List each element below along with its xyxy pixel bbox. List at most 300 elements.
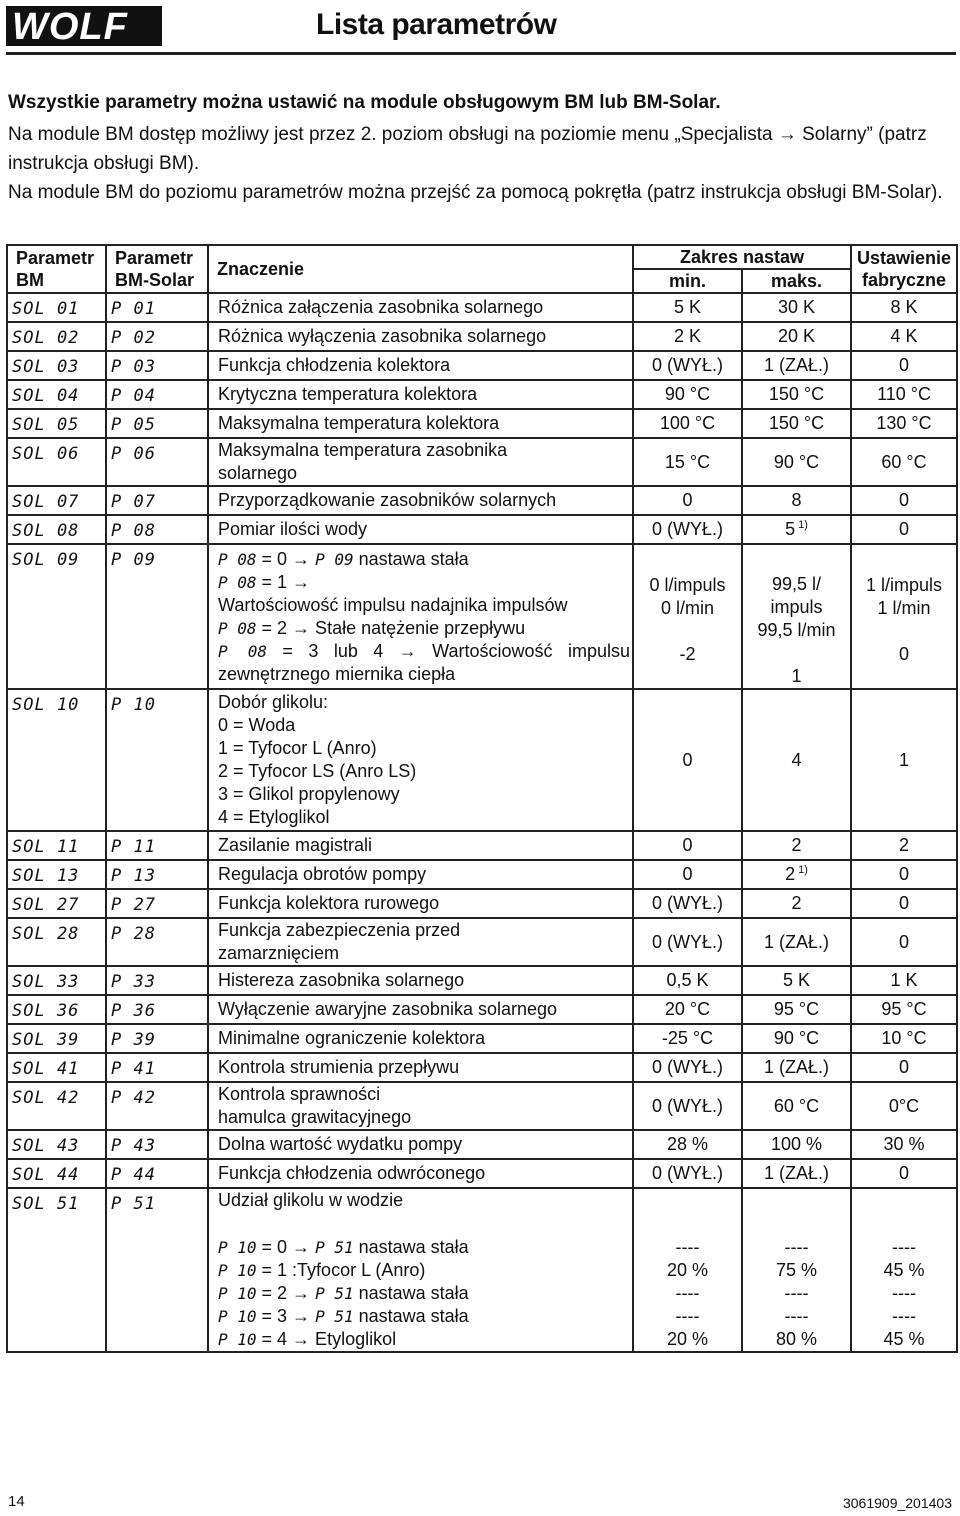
param-bmsolar-cell [106, 889, 208, 918]
max-value: 1 (ZAŁ.) [764, 931, 830, 952]
header-divider [6, 52, 956, 55]
min-cell [633, 689, 742, 831]
min-value: ---- [675, 1306, 700, 1326]
param-code: P 08 [218, 572, 257, 592]
factory-cell [851, 966, 957, 995]
param-bmsolar-code: P 39 [111, 1030, 156, 1050]
table-row [7, 486, 957, 515]
param-bm-code: SOL 42 [12, 1088, 80, 1108]
max-cell [742, 544, 851, 689]
meaning-line [218, 714, 630, 737]
meaning-cell [208, 1130, 633, 1159]
param-code: P 10 [218, 1261, 257, 1280]
param-bmsolar-cell [106, 1024, 208, 1053]
min-cell [633, 966, 742, 995]
max-cell [742, 1159, 851, 1188]
table-row [7, 1130, 957, 1159]
param-bmsolar-code: P 33 [111, 972, 156, 992]
table-row [7, 1159, 957, 1188]
header-line [115, 269, 205, 291]
param-bm-cell [7, 918, 106, 966]
param-bm-cell [7, 966, 106, 995]
header-factory [851, 245, 957, 293]
min-cell [633, 438, 742, 486]
param-bm-cell [7, 515, 106, 544]
meaning-text: Funkcja kolektora rurowego [218, 893, 440, 913]
param-bm-code: SOL 08 [12, 521, 80, 541]
param-code: P 08 [218, 641, 267, 661]
param-bmsolar-cell [106, 544, 208, 689]
meaning-line [218, 1106, 630, 1129]
meaning-line [218, 942, 630, 965]
meaning-text: Histereza zasobnika solarnego [218, 970, 465, 990]
factory-value: 4 K [890, 326, 918, 346]
table-row [7, 1188, 957, 1352]
max-value: 20 K [777, 326, 816, 346]
max-value: 60 °C [773, 1095, 820, 1116]
factory-value: 1 l/min [877, 597, 931, 618]
factory-value: ---- [892, 1237, 916, 1257]
max-line [745, 1328, 848, 1351]
param-bm-code: SOL 05 [12, 415, 80, 435]
param-bm-code: SOL 41 [12, 1059, 80, 1079]
max-line [745, 1259, 848, 1282]
min-cell [633, 918, 742, 966]
wolf-logo [6, 6, 162, 46]
max-line [745, 619, 848, 642]
param-code: P 08 [218, 618, 257, 638]
max-value: 90 °C [773, 451, 820, 472]
factory-line [854, 1259, 954, 1282]
meaning-text: 2 = Tyfocor LS (Anro LS) [218, 761, 417, 781]
meaning-text: nastawa stała [353, 1283, 469, 1303]
factory-cell [851, 486, 957, 515]
param-bm-code: SOL 10 [12, 695, 80, 715]
meaning-cell [208, 322, 633, 351]
max-value: 2 [791, 835, 802, 855]
meaning-cell [208, 1159, 633, 1188]
factory-line [854, 643, 954, 666]
header-line [115, 247, 205, 269]
min-line [636, 574, 739, 597]
min-cell [633, 889, 742, 918]
param-bm-code: SOL 13 [12, 866, 80, 886]
max-value: 100 % [770, 1134, 823, 1154]
param-bmsolar-code: P 04 [111, 386, 156, 406]
meaning-text: = 3 → [256, 1306, 316, 1326]
factory-cell [851, 293, 957, 322]
footnote-mark: 1) [795, 519, 808, 531]
min-value: -2 [679, 643, 696, 664]
min-value: 0 (WYŁ.) [651, 355, 723, 375]
factory-cell [851, 322, 957, 351]
param-bmsolar-cell [106, 1188, 208, 1352]
min-cell [633, 1024, 742, 1053]
min-cell [633, 1188, 742, 1352]
meaning-cell [208, 995, 633, 1024]
header-text: Ustawienie [856, 248, 952, 268]
max-value: 99,5 l/ [771, 574, 822, 594]
param-bmsolar-code: P 27 [111, 895, 156, 915]
max-value: 1 (ZAŁ.) [764, 355, 830, 375]
table-row [7, 1053, 957, 1082]
factory-value: 0 [899, 931, 910, 952]
param-bm-code: SOL 11 [12, 837, 80, 857]
max-value: 95 °C [773, 999, 820, 1019]
meaning-text: Krytyczna temperatura kolektora [218, 384, 478, 404]
max-value: 5 [785, 519, 796, 539]
param-bm-cell [7, 293, 106, 322]
min-value: 0 l/impuls [649, 574, 726, 595]
param-bmsolar-code: P 13 [111, 866, 156, 886]
param-bmsolar-cell [106, 918, 208, 966]
max-cell [742, 1082, 851, 1130]
max-cell [742, 831, 851, 860]
param-bmsolar-code: P 28 [111, 924, 156, 944]
factory-cell [851, 831, 957, 860]
factory-cell [851, 438, 957, 486]
factory-value: 1 [899, 749, 910, 770]
factory-value: 0 [899, 1057, 910, 1077]
meaning-line [218, 439, 630, 462]
max-cell [742, 689, 851, 831]
param-bmsolar-code: P 06 [111, 444, 156, 464]
page-title: Lista parametrów [316, 8, 557, 41]
param-bmsolar-code: P 07 [111, 492, 156, 512]
factory-cell [851, 409, 957, 438]
table-row [7, 966, 957, 995]
meaning-cell [208, 351, 633, 380]
meaning-line [218, 1236, 630, 1259]
table-header [7, 245, 957, 293]
param-bmsolar-cell [106, 486, 208, 515]
meaning-text: hamulca grawitacyjnego [218, 1107, 412, 1127]
factory-line [854, 1305, 954, 1328]
min-value: 0 l/min [660, 597, 714, 618]
min-value: 0 (WYŁ.) [651, 1163, 723, 1183]
min-line [636, 1282, 739, 1305]
min-cell [633, 860, 742, 889]
max-value: impuls [770, 597, 823, 617]
min-cell [633, 380, 742, 409]
max-cell [742, 1130, 851, 1159]
min-cell [633, 831, 742, 860]
max-value: 80 % [775, 1329, 818, 1349]
min-cell [633, 409, 742, 438]
meaning-text: = 1 :Tyfocor L (Anro) [256, 1260, 426, 1280]
factory-cell [851, 515, 957, 544]
meaning-cell [208, 966, 633, 995]
meaning-text: Wyłączenie awaryjne zasobnika solarnego [218, 999, 558, 1019]
factory-value: 1 l/impuls [866, 574, 943, 595]
svg-text:WOLF: WOLF [12, 6, 128, 46]
param-bm-cell [7, 889, 106, 918]
meaning-text: nastawa stała [353, 548, 469, 569]
meaning-line [218, 617, 630, 640]
factory-cell [851, 1188, 957, 1352]
param-bmsolar-cell [106, 1082, 208, 1130]
meaning-cell [208, 486, 633, 515]
param-bm-cell [7, 409, 106, 438]
header-text: Parametr [115, 248, 194, 268]
param-bm-cell [7, 351, 106, 380]
min-value: 2 K [673, 326, 702, 346]
param-bmsolar-code: P 09 [111, 550, 156, 570]
param-bmsolar-cell [106, 1053, 208, 1082]
factory-value: 0°C [888, 1095, 920, 1116]
param-code: P 51 [315, 1284, 354, 1303]
meaning-line [218, 1282, 630, 1305]
factory-line [854, 1236, 954, 1259]
meaning-cell [208, 831, 633, 860]
meaning-text: = 4 → Etyloglikol [256, 1329, 397, 1349]
factory-cell [851, 689, 957, 831]
max-value: 150 °C [768, 413, 825, 433]
intro-line-3: Na module BM do poziomu parametrów można przejść za pomocą pokrętła (patrz instrukcja obsługi BM-Solar). [8, 182, 943, 203]
meaning-text: Minimalne ograniczenie kolektora [218, 1028, 486, 1048]
intro-line-1: Wszystkie parametry można ustawić na module obsługowym BM lub BM-Solar. [8, 92, 721, 113]
meaning-cell [208, 293, 633, 322]
min-value: 0 [682, 835, 693, 855]
meaning-cell [208, 544, 633, 689]
header-line [854, 269, 954, 291]
factory-cell [851, 544, 957, 689]
meaning-cell [208, 515, 633, 544]
param-bm-cell [7, 1130, 106, 1159]
factory-value: 0 [899, 893, 910, 913]
table-row [7, 831, 957, 860]
min-line [636, 1259, 739, 1282]
param-bmsolar-code: P 02 [111, 328, 156, 348]
param-bmsolar-code: P 36 [111, 1001, 156, 1021]
max-cell [742, 322, 851, 351]
meaning-text: 1 = Tyfocor L (Anro) [218, 738, 377, 758]
param-bm-code: SOL 03 [12, 357, 80, 377]
param-code: P 09 [315, 549, 354, 569]
param-bm-code: SOL 01 [12, 299, 80, 319]
header-text: BM-Solar [115, 270, 195, 290]
factory-cell [851, 1159, 957, 1188]
meaning-line [218, 640, 630, 663]
table-row [7, 351, 957, 380]
param-bmsolar-cell [106, 689, 208, 831]
table-row [7, 544, 957, 689]
header-text: fabryczne [861, 270, 947, 290]
min-value: 20 °C [664, 999, 711, 1019]
param-bmsolar-code: P 01 [111, 299, 156, 319]
param-bmsolar-cell [106, 380, 208, 409]
meaning-text: zewnętrznego miernika ciepła [218, 663, 456, 684]
factory-value: 2 [899, 835, 910, 855]
meaning-text: Kontrola strumienia przepływu [218, 1057, 460, 1077]
min-cell [633, 1082, 742, 1130]
factory-value: 10 °C [881, 1028, 927, 1048]
param-bm-cell [7, 689, 106, 831]
max-value: 90 °C [773, 1028, 820, 1048]
meaning-cell [208, 1082, 633, 1130]
max-cell [742, 409, 851, 438]
max-cell [742, 889, 851, 918]
page-number: 14 [8, 1493, 25, 1510]
param-bm-cell [7, 860, 106, 889]
param-bm-code: SOL 04 [12, 386, 80, 406]
max-line [745, 573, 848, 596]
max-line [745, 596, 848, 619]
max-cell [742, 1053, 851, 1082]
table-row [7, 322, 957, 351]
min-cell [633, 351, 742, 380]
meaning-text: 3 = Glikol propylenowy [218, 784, 400, 804]
param-bm-code: SOL 07 [12, 492, 80, 512]
meaning-line [218, 1259, 630, 1282]
meaning-cell [208, 860, 633, 889]
param-bmsolar-cell [106, 515, 208, 544]
meaning-text: Przyporządkowanie zasobników solarnych [218, 490, 557, 510]
factory-value: 1 K [890, 970, 918, 990]
min-value: 0 (WYŁ.) [651, 931, 723, 952]
min-line [636, 597, 739, 620]
factory-value: 95 °C [881, 999, 927, 1019]
param-bm-code: SOL 39 [12, 1030, 80, 1050]
max-line [745, 1282, 848, 1305]
param-bm-code: SOL 44 [12, 1165, 80, 1185]
param-code: P 10 [218, 1307, 257, 1326]
meaning-text: Różnica wyłączenia zasobnika solarnego [218, 326, 547, 346]
param-bmsolar-code: P 42 [111, 1088, 156, 1108]
min-line [636, 1236, 739, 1259]
max-value: 8 [791, 490, 802, 510]
spacer [218, 1212, 630, 1236]
meaning-line [218, 1189, 630, 1212]
meaning-text: Udział glikolu w wodzie [218, 1190, 404, 1210]
meaning-text: Funkcja chłodzenia odwróconego [218, 1163, 486, 1183]
meaning-text: Funkcja zabezpieczenia przed [218, 920, 461, 940]
max-cell [742, 1188, 851, 1352]
factory-cell [851, 1082, 957, 1130]
table-row [7, 1024, 957, 1053]
header-param-bm [7, 245, 106, 293]
factory-cell [851, 995, 957, 1024]
meaning-line [218, 737, 630, 760]
meaning-cell [208, 1188, 633, 1352]
meaning-text: nastawa stała [353, 1237, 469, 1257]
header-min: min. [633, 269, 742, 293]
factory-value: 8 K [890, 297, 918, 317]
param-bm-cell [7, 1159, 106, 1188]
header-param-bmsolar [106, 245, 208, 293]
param-bm-code: SOL 43 [12, 1136, 80, 1156]
min-value: 0 [682, 490, 693, 510]
factory-line [854, 1328, 954, 1351]
meaning-line [218, 594, 630, 617]
factory-value: 45 % [883, 1329, 925, 1349]
param-bmsolar-cell [106, 1159, 208, 1188]
max-value: 30 K [777, 297, 816, 317]
min-cell [633, 515, 742, 544]
min-cell [633, 995, 742, 1024]
meaning-line [218, 691, 630, 714]
max-value: ---- [784, 1237, 809, 1257]
meaning-text: = 2 → [256, 1283, 316, 1303]
max-cell [742, 380, 851, 409]
header-text: Parametr [16, 248, 95, 268]
param-bmsolar-cell [106, 966, 208, 995]
table-row [7, 1082, 957, 1130]
param-bmsolar-code: P 05 [111, 415, 156, 435]
param-code: P 51 [315, 1307, 354, 1326]
meaning-text: = 2 → Stałe natężenie przepływu [256, 617, 526, 638]
parameter-table [6, 244, 958, 1353]
max-cell [742, 438, 851, 486]
max-value: ---- [784, 1306, 809, 1326]
param-bm-code: SOL 28 [12, 924, 80, 944]
meaning-text: Maksymalna temperatura zasobnika [218, 440, 508, 460]
meaning-text: Wartościowość impulsu nadajnika impulsów [218, 594, 568, 615]
header-meaning: Znaczenie [208, 245, 633, 293]
header-text: BM [16, 270, 44, 290]
factory-value: ---- [892, 1306, 916, 1326]
header-line [16, 269, 103, 291]
factory-line [854, 1282, 954, 1305]
max-value: 1 (ZAŁ.) [764, 1057, 830, 1077]
header-range: Zakres nastaw [633, 245, 851, 269]
min-cell [633, 486, 742, 515]
max-cell [742, 860, 851, 889]
min-value: 0 (WYŁ.) [651, 1057, 723, 1077]
param-bmsolar-cell [106, 831, 208, 860]
param-bmsolar-cell [106, 409, 208, 438]
meaning-text: Maksymalna temperatura kolektora [218, 413, 500, 433]
meaning-line [218, 1305, 630, 1328]
factory-value: 60 °C [881, 451, 927, 472]
min-value: 28 % [666, 1134, 709, 1154]
meaning-text: 4 = Etyloglikol [218, 807, 330, 827]
min-value: 0 [682, 749, 693, 770]
max-line [745, 1236, 848, 1259]
max-value: 5 K [782, 970, 811, 990]
min-line [636, 1328, 739, 1351]
spacer [745, 1189, 848, 1236]
min-cell [633, 544, 742, 689]
max-line [745, 665, 848, 688]
min-cell [633, 1053, 742, 1082]
max-value: 75 % [775, 1260, 818, 1280]
meaning-cell [208, 689, 633, 831]
meaning-line [218, 1083, 630, 1106]
factory-value: 30 % [883, 1134, 925, 1154]
table-body [7, 293, 957, 1352]
param-bmsolar-code: P 10 [111, 695, 156, 715]
max-value: 150 °C [768, 384, 825, 404]
meaning-text: Różnica załączenia zasobnika solarnego [218, 297, 544, 317]
max-line [745, 1305, 848, 1328]
param-bmsolar-code: P 51 [111, 1194, 156, 1214]
meaning-text: Dobór glikolu: [218, 692, 329, 712]
factory-cell [851, 351, 957, 380]
min-value: 0 [682, 864, 693, 884]
param-bmsolar-cell [106, 351, 208, 380]
table-row [7, 995, 957, 1024]
factory-value: 0 [899, 864, 910, 884]
meaning-line [218, 919, 630, 942]
min-value: -25 °C [661, 1028, 714, 1048]
param-bm-cell [7, 438, 106, 486]
header-max: maks. [742, 269, 851, 293]
intro-text [8, 88, 948, 207]
meaning-cell [208, 380, 633, 409]
factory-cell [851, 380, 957, 409]
min-value: ---- [675, 1283, 700, 1303]
